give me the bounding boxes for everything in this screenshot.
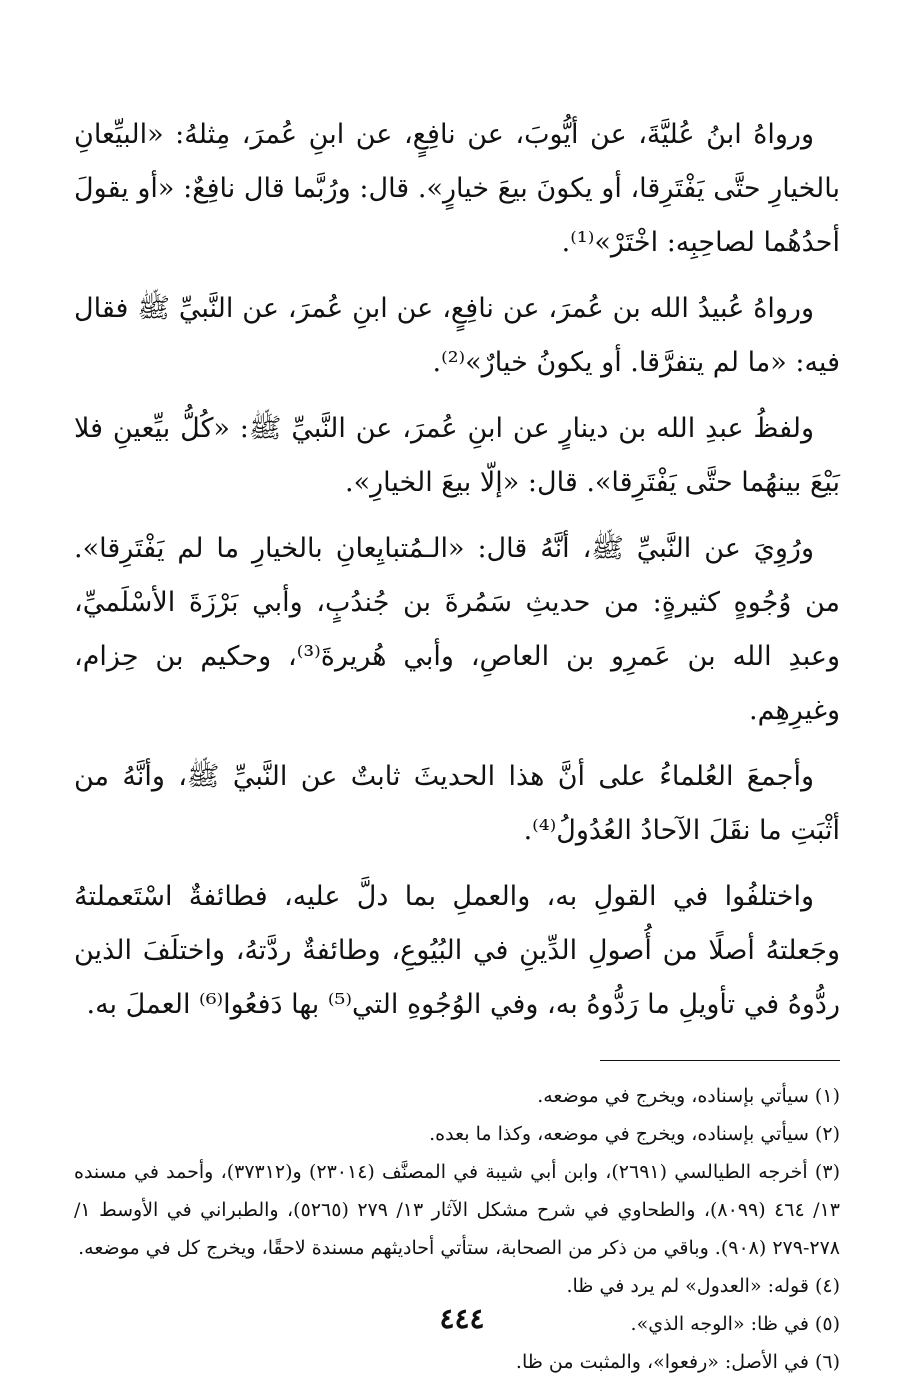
footnote-2: (٢) سيأتي بإسناده، ويخرج في موضعه، وكذا ما بعده. xyxy=(429,1123,840,1145)
paragraph-6: واختلفُوا في القولِ به، والعملِ بما دلَّ عليه، فطائفةٌ اسْتَعملتهُ وجَعلتهُ أصلًا من أُصولِ الدِّينِ في البُيُوعِ، وطائفةٌ ردَّتهُ، واختلَفَ الذين ردُّوهُ في تأويلِ ما رَدُّوهُ به، وفي الوُجُوهِ التي⁽⁵⁾ بها دَفعُوا⁽⁶⁾ العملَ به. xyxy=(74,881,840,1020)
footnote-4: (٤) قوله: «العدول» لم يرد في ظا. xyxy=(566,1275,840,1297)
paragraph-4: ورُوِيَ عن النَّبيِّ ﷺ، أنَّهُ قال: «الـمُتبايِعانِ بالخيارِ ما لم يَفْتَرِقا». من وُجُوهٍ كثيرةٍ: من حديثِ سَمُرةَ بن جُندُبٍ، وأبي بَرْزَةَ الأسْلَميِّ، وعبدِ الله بن عَمرِو بن العاصِ، وأبي هُريرةَ⁽³⁾، وحكيم بن حِزام، وغيرِهِم. xyxy=(74,533,840,726)
paragraph-5: وأجمعَ العُلماءُ على أنَّ هذا الحديثَ ثابتٌ عن النَّبيِّ ﷺ، وأنَّهُ من أثْبَتِ ما نقَلَ الآحادُ العُدُولُ⁽⁴⁾. xyxy=(74,761,840,846)
page-body xyxy=(74,108,840,1381)
page-number: ٤٤٤ xyxy=(439,1302,485,1335)
paragraph-3: ولفظُ عبدِ الله بن دينارٍ عن ابنِ عُمرَ، عن النَّبيِّ ﷺ: «كُلُّ بيِّعينِ فلا بَيْعَ بينهُما حتَّى يَفْتَرِقا». قال: «إلّا بيعَ الخيارِ». xyxy=(74,413,840,498)
footnote-3: (٣) أخرجه الطيالسي (٢٦٩١)، وابن أبي شيبة في المصنَّف (٢٣٠١٤) و(٣٧٣١٢)، وأحمد في مسنده ١٣/ ٤٦٤ (٨٠٩٩)، والطحاوي في شرح مشكل الآثار ١٣/ ٢٧٩ (٥٢٦٥)، والطبراني في الأوسط ١/ ٢٧٨-٢٧٩ (٩٠٨). وباقي من ذكر من الصحابة، ستأتي أحاديثهم مسندة لاحقًا، ويخرج كل في موضعه. xyxy=(74,1161,840,1259)
main-text xyxy=(74,108,840,1032)
footnotes xyxy=(74,1077,840,1381)
footnote-1: (١) سيأتي بإسناده، ويخرج في موضعه. xyxy=(537,1085,840,1107)
footnote-divider xyxy=(600,1060,840,1061)
footnote-6: (٦) في الأصل: «رفعوا»، والمثبت من ظا. xyxy=(515,1351,840,1373)
footnote-5: (٥) في ظا: «الوجه الذي». xyxy=(630,1313,840,1335)
paragraph-2: ورواهُ عُبيدُ الله بن عُمرَ، عن نافِعٍ، عن ابنِ عُمرَ، عن النَّبيِّ ﷺ فقال فيه: «ما لم يتفرَّقا. أو يكونُ خيارٌ»⁽²⁾. xyxy=(74,293,840,378)
paragraph-1: ورواهُ ابنُ عُليَّةَ، عن أيُّوبَ، عن نافِعٍ، عن ابنِ عُمرَ، مِثلهُ: «البيِّعانِ بالخيارِ حتَّى يَفْتَرِقا، أو يكونَ بيعَ خيارٍ». قال: ورُبَّما قال نافِعٌ: «أو يقولَ أحدُهُما لصاحِبِه: اخْتَرْ»⁽¹⁾. xyxy=(74,119,840,258)
